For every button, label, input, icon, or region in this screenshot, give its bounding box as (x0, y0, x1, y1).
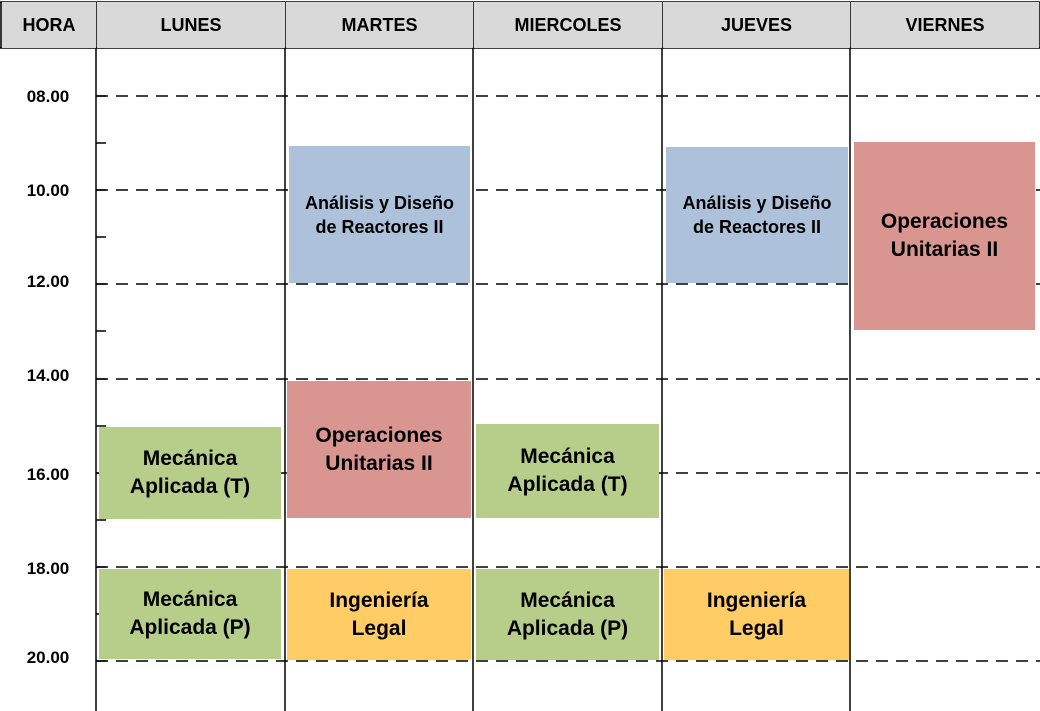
header-viernes: VIERNES (851, 2, 1039, 48)
class-name: Unitarias II (325, 451, 433, 475)
class-name: Mecánica (520, 445, 615, 468)
class-block-operaciones-martes (287, 381, 471, 518)
header-jueves: JUEVES (663, 2, 850, 48)
class-name: Operaciones (880, 210, 1009, 233)
class-name: Aplicada (P) (129, 616, 251, 639)
class-block-operaciones-viernes (854, 142, 1035, 330)
class-block-mecanica-p-lunes (99, 569, 281, 659)
header-miercoles: MIERCOLES (474, 2, 662, 48)
class-name: Operaciones (315, 423, 443, 447)
class-name: Mecánica (520, 588, 615, 612)
class-name: Legal (729, 616, 784, 640)
time-label: 18.00 (26, 559, 70, 578)
class-name: de Reactores II (315, 216, 444, 237)
class-name: Aplicada (T) (129, 475, 251, 498)
class-block-mecanica-t-lunes (99, 427, 281, 519)
header-lunes: LUNES (97, 2, 285, 48)
class-block-reactores-martes (289, 146, 470, 283)
class-name: Ingeniería (329, 588, 429, 612)
class-name: Análisis y Diseño (682, 193, 832, 213)
time-label: 16.00 (26, 465, 70, 484)
time-label: 20.00 (26, 648, 70, 667)
time-label: 14.00 (26, 366, 70, 385)
time-label: 10.00 (26, 181, 70, 200)
class-name: Mecánica (142, 588, 238, 611)
class-name: Aplicada (T) (507, 473, 628, 496)
header-martes: MARTES (286, 2, 473, 48)
class-name: Unitarias II (890, 238, 999, 261)
class-name: de Reactores II (692, 217, 822, 237)
class-name: Mecánica (142, 447, 238, 470)
class-block-mecanica-t-miercoles (476, 424, 659, 518)
time-label: 08.00 (26, 87, 70, 106)
class-block-mecanica-p-miercoles (476, 569, 659, 660)
class-name: Análisis y Diseño (304, 192, 455, 213)
class-name: Ingeniería (706, 588, 807, 612)
class-name: Aplicada (P) (506, 616, 629, 640)
time-label: 12.00 (26, 272, 70, 291)
header-hora: HORA (2, 2, 96, 48)
class-block-legal-jueves (664, 569, 849, 660)
class-block-legal-martes (287, 569, 471, 660)
class-name: Legal (351, 616, 407, 640)
class-block-reactores-jueves (666, 147, 848, 283)
